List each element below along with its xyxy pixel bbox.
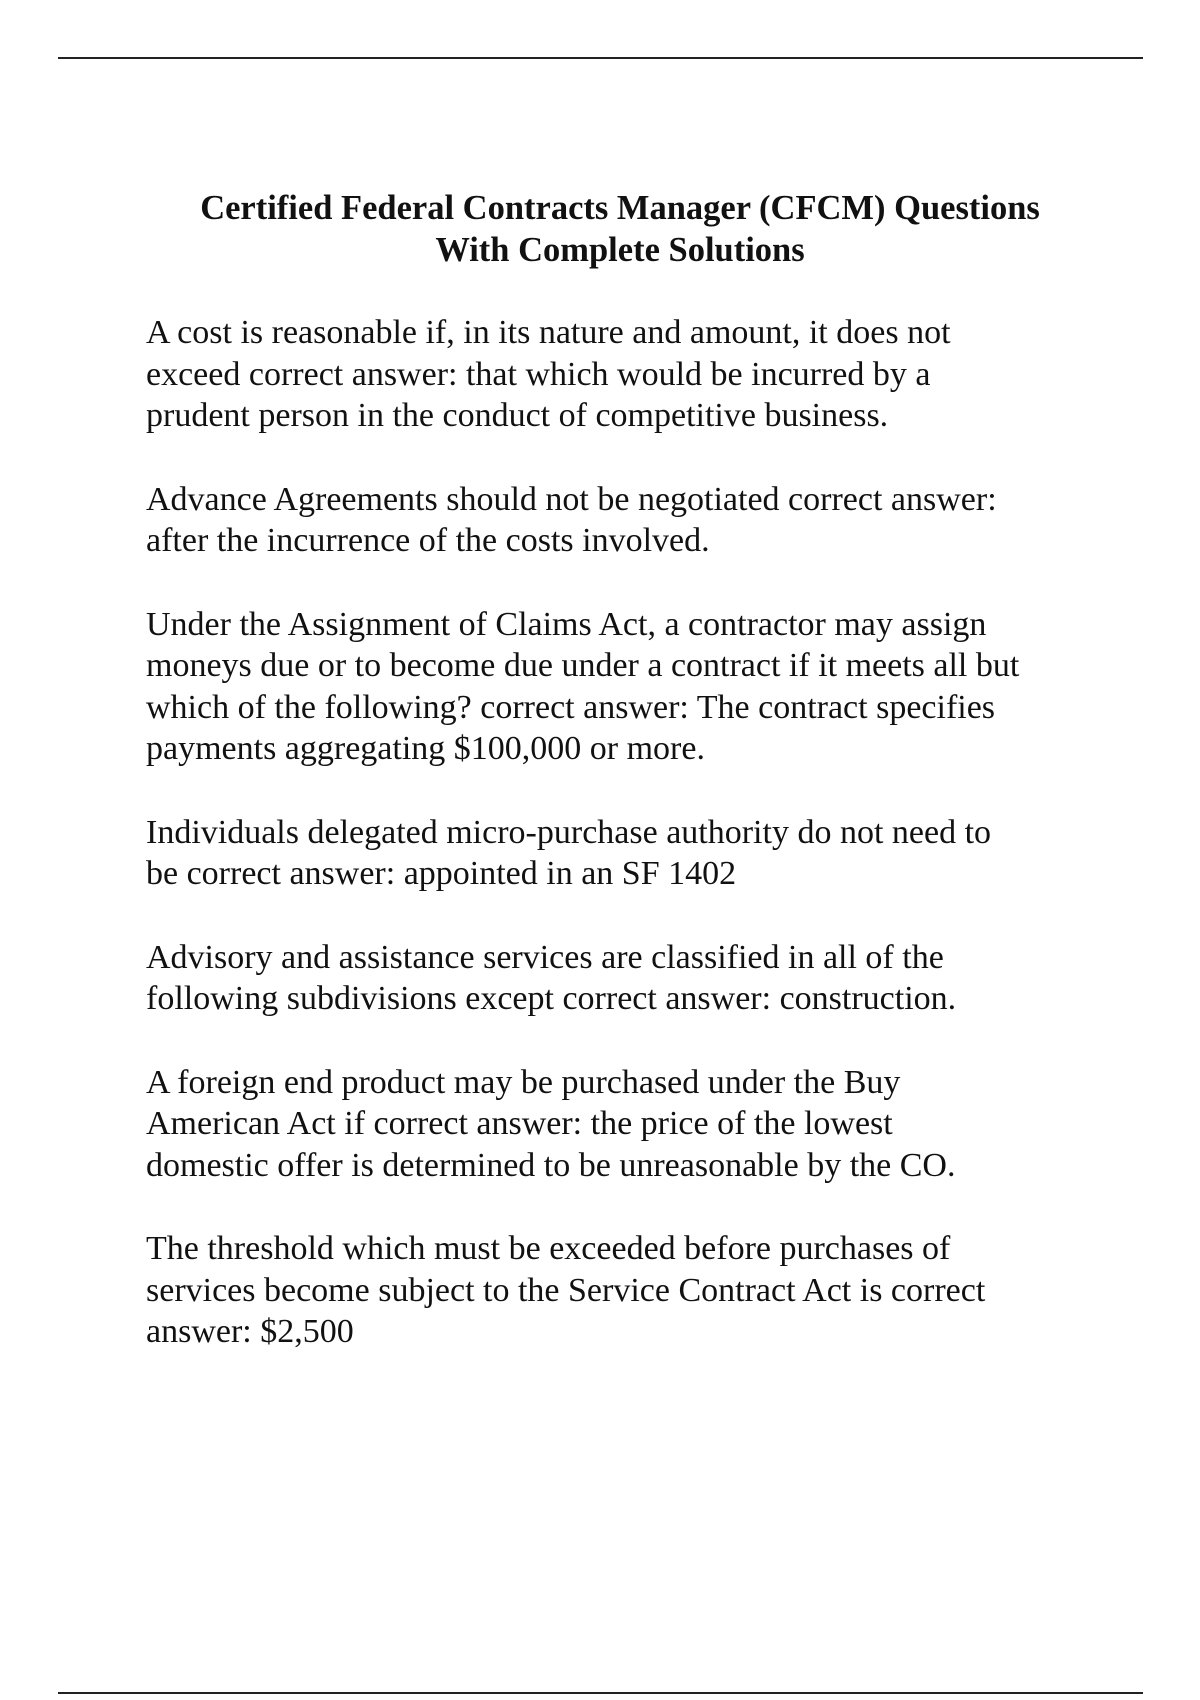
title-line: Certified Federal Contracts Manager (CFCM) Questions: [200, 189, 1040, 227]
question-item: [146, 479, 1094, 562]
question-line: Under the Assignment of Claims Act, a contractor may assign: [146, 605, 987, 643]
question-item: [146, 937, 1094, 1020]
question-item: [146, 812, 1094, 895]
bottom-divider: [58, 1692, 1143, 1694]
question-line: Individuals delegated micro-purchase authority do not need to: [146, 813, 992, 851]
question-line: services become subject to the Service Contract Act is correct: [146, 1271, 986, 1309]
question-line: exceed correct answer: that which would be incurred by a: [146, 355, 931, 393]
question-item: [146, 312, 1094, 437]
question-list: [146, 312, 1094, 1353]
question-line: following subdivisions except correct answer: construction.: [146, 980, 957, 1018]
question-line: The threshold which must be exceeded before purchases of: [146, 1230, 951, 1268]
question-line: answer: $2,500: [146, 1313, 354, 1351]
question-item: [146, 604, 1094, 770]
top-divider: [58, 57, 1143, 59]
question-line: payments aggregating $100,000 or more.: [146, 730, 705, 768]
question-line: domestic offer is determined to be unreasonable by the CO.: [146, 1146, 956, 1184]
question-line: be correct answer: appointed in an SF 1402: [146, 855, 737, 893]
question-item: [146, 1228, 1094, 1353]
question-line: prudent person in the conduct of competitive business.: [146, 397, 889, 435]
question-line: after the incurrence of the costs involved.: [146, 522, 710, 560]
question-item: [146, 1062, 1094, 1187]
title-line: With Complete Solutions: [435, 231, 805, 269]
question-line: Advisory and assistance services are classified in all of the: [146, 938, 944, 976]
question-line: American Act if correct answer: the price of the lowest: [146, 1105, 893, 1143]
question-line: A foreign end product may be purchased under the Buy: [146, 1063, 901, 1101]
question-line: which of the following? correct answer: The contract specifies: [146, 688, 996, 726]
page-title: [146, 187, 1094, 271]
question-line: moneys due or to become due under a contract if it meets all but: [146, 647, 1020, 685]
question-line: Advance Agreements should not be negotiated correct answer:: [146, 480, 997, 518]
question-line: A cost is reasonable if, in its nature and amount, it does not: [146, 314, 951, 351]
